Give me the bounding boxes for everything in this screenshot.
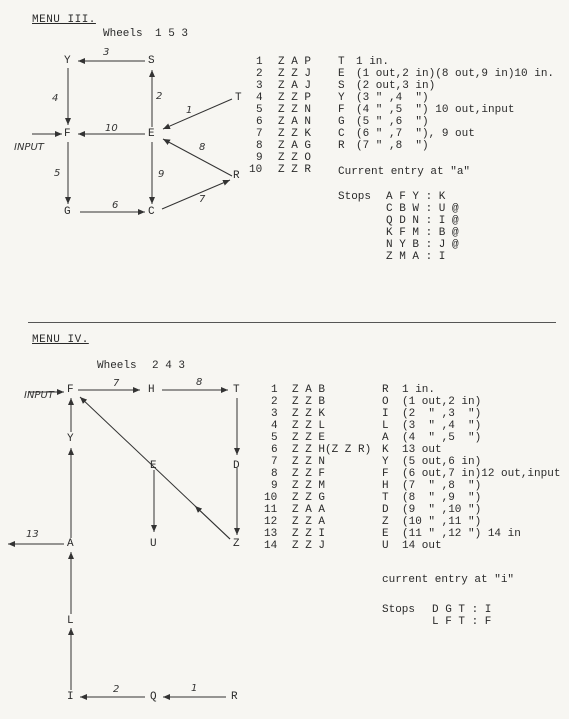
- menu-3-edge-number: 6: [112, 200, 119, 211]
- menu-3-node-s: S: [148, 55, 155, 67]
- row-code: Z Z N: [292, 456, 326, 468]
- menu-4-node-i: I: [67, 691, 74, 703]
- row-description: 13 out: [402, 444, 442, 456]
- row-number: 11: [264, 504, 278, 516]
- row-description: (4 " ,5 ") 10 out,input: [356, 104, 515, 116]
- row-letter: H: [382, 480, 389, 492]
- menu-4-wheels-label: Wheels: [97, 360, 137, 372]
- stop-entry: N Y B : J @: [386, 239, 459, 251]
- row-number: 5: [256, 104, 263, 116]
- row-number: 8: [256, 140, 263, 152]
- row-letter: L: [382, 420, 389, 432]
- row-code: Z Z E: [292, 432, 326, 444]
- stop-entry: K F M : B @: [386, 227, 459, 239]
- row-description: (3 " ,4 "): [356, 92, 429, 104]
- row-code: Z A N: [278, 116, 312, 128]
- row-description: 14 out: [402, 540, 442, 552]
- row-number: 2: [271, 396, 278, 408]
- row-code: Z Z A: [292, 516, 326, 528]
- menu-3-node-r: R: [233, 170, 240, 182]
- row-description: (4 " ,5 "): [402, 432, 482, 444]
- menu-4-edge-number: 13: [26, 529, 39, 540]
- row-code: Z A G: [278, 140, 312, 152]
- menu-4-edge-number: 8: [196, 377, 203, 388]
- row-letter: G: [338, 116, 345, 128]
- row-description: (9 " ,10 "): [402, 504, 482, 516]
- row-letter: S: [338, 80, 345, 92]
- stop-entry: Q D N : I @: [386, 215, 459, 227]
- row-number: 9: [271, 480, 278, 492]
- row-description: (6 out,7 in)12 out,input: [402, 468, 561, 480]
- menu-4-node-q: Q: [150, 691, 157, 703]
- menu-3-edge-number: 7: [199, 194, 206, 205]
- menu-3-edge-number: 5: [54, 168, 61, 179]
- row-description: (2 out,3 in): [356, 80, 436, 92]
- row-description: (10 " ,11 "): [402, 516, 482, 528]
- row-letter: T: [382, 492, 389, 504]
- row-description: (7 " ,8 "): [356, 140, 429, 152]
- menu-3-edge-number: 10: [105, 123, 118, 134]
- row-code: Z Z L: [292, 420, 326, 432]
- menu-3-node-g: G: [64, 206, 71, 218]
- row-letter: Y: [382, 456, 389, 468]
- menu-4-node-e: E: [150, 460, 157, 472]
- row-number: 1: [271, 384, 278, 396]
- row-letter: A: [382, 432, 389, 444]
- row-number: 5: [271, 432, 278, 444]
- menu-4-node-t: T: [233, 384, 240, 396]
- stop-entry: C B W : U @: [386, 203, 459, 215]
- row-code: Z Z K: [278, 128, 312, 140]
- row-number: 1: [256, 56, 263, 68]
- row-letter: E: [382, 528, 389, 540]
- row-code: Z Z K: [292, 408, 326, 420]
- stop-entry: A F Y : K: [386, 191, 446, 203]
- row-letter: Y: [338, 92, 345, 104]
- row-letter: F: [338, 104, 345, 116]
- menu-3-edge-number: 2: [156, 91, 163, 102]
- stop-entry: D G T : I: [432, 604, 492, 616]
- menu-3-node-y: Y: [64, 55, 71, 67]
- row-code: Z A A: [292, 504, 326, 516]
- menu-4-edges: [8, 390, 237, 697]
- row-letter: R: [338, 140, 345, 152]
- menu-3-node-e: E: [148, 128, 155, 140]
- row-letter: T: [338, 56, 345, 68]
- row-description: (1 out,2 in)(8 out,9 in)10 in.: [356, 68, 555, 80]
- menu-4-node-r: R: [231, 691, 238, 703]
- row-description: (6 " ,7 "), 9 out: [356, 128, 475, 140]
- menu-3-edge-number: 3: [103, 47, 110, 58]
- menu-4-node-d: D: [233, 460, 240, 472]
- row-code: Z Z F: [292, 468, 326, 480]
- row-letter: K: [382, 444, 389, 456]
- row-description: (2 " ,3 "): [402, 408, 482, 420]
- row-letter: F: [382, 468, 389, 480]
- row-number: 7: [271, 456, 278, 468]
- row-code: Z Z H(Z Z R): [292, 444, 372, 456]
- menu-4-entry: current entry at "i": [382, 574, 515, 586]
- menu-3-edge-number: 4: [52, 93, 59, 104]
- menu-3-node-t: T: [235, 92, 242, 104]
- menu-3-edges: [32, 61, 232, 212]
- row-number: 2: [256, 68, 263, 80]
- row-description: 1 in.: [356, 56, 390, 68]
- row-code: Z Z B: [292, 396, 326, 408]
- menu-3-title: MENU III.: [32, 14, 96, 26]
- row-letter: R: [382, 384, 389, 396]
- row-number: 3: [256, 80, 263, 92]
- row-code: Z Z P: [278, 92, 312, 104]
- row-description: (5 " ,6 "): [356, 116, 429, 128]
- menu-4-edge-number: 2: [113, 684, 120, 695]
- menu-3-input-label: INPUT: [14, 142, 44, 153]
- row-letter: U: [382, 540, 389, 552]
- menu-3-stops-label: Stops: [338, 191, 372, 203]
- row-code: Z A B: [292, 384, 326, 396]
- menu-4-node-h: H: [148, 384, 155, 396]
- row-description: 1 in.: [402, 384, 436, 396]
- row-code: Z Z I: [292, 528, 326, 540]
- menu-3-edge-number: 1: [186, 105, 193, 116]
- row-code: Z Z O: [278, 152, 312, 164]
- row-code: Z Z N: [278, 104, 312, 116]
- menu-3-edge-number: 8: [199, 142, 206, 153]
- row-letter: O: [382, 396, 389, 408]
- menu-4-edge-number: 7: [113, 378, 120, 389]
- row-description: (7 " ,8 "): [402, 480, 482, 492]
- row-number: 7: [256, 128, 263, 140]
- row-description: (3 " ,4 "): [402, 420, 482, 432]
- row-number: 10: [264, 492, 278, 504]
- row-number: 12: [264, 516, 278, 528]
- row-code: Z Z M: [292, 480, 326, 492]
- menu-3-edge-number: 9: [158, 169, 165, 180]
- row-letter: C: [338, 128, 345, 140]
- menu-4-node-y: Y: [67, 433, 74, 445]
- row-number: 6: [271, 444, 278, 456]
- menu-4-node-u: U: [150, 538, 157, 550]
- row-number: 9: [256, 152, 263, 164]
- row-number: 14: [264, 540, 278, 552]
- row-code: Z Z G: [292, 492, 326, 504]
- row-description: (5 out,6 in): [402, 456, 482, 468]
- row-letter: Z: [382, 516, 389, 528]
- menu-4-node-a: A: [67, 538, 74, 550]
- row-code: Z Z J: [292, 540, 326, 552]
- row-description: (1 out,2 in): [402, 396, 482, 408]
- menu-4-edge-number: 1: [191, 683, 198, 694]
- stop-entry: Z M A : I: [386, 251, 446, 263]
- menu-3-wheels-label: Wheels: [103, 28, 143, 40]
- menu-4-node-l: L: [67, 615, 74, 627]
- row-code: Z Z J: [278, 68, 312, 80]
- row-code: Z A J: [278, 80, 312, 92]
- row-number: 4: [256, 92, 263, 104]
- row-letter: D: [382, 504, 389, 516]
- row-letter: I: [382, 408, 389, 420]
- menu-4-input-label: INPUT: [24, 390, 54, 401]
- row-description: (8 " ,9 "): [402, 492, 482, 504]
- menu-4-title: MENU IV.: [32, 334, 89, 346]
- menu-4-wheels-value: 2 4 3: [152, 360, 186, 372]
- row-number: 6: [256, 116, 263, 128]
- menu-3-node-f: F: [64, 128, 71, 140]
- menu-4-stops-label: Stops: [382, 604, 416, 616]
- row-code: Z Z R: [278, 164, 312, 176]
- row-code: Z A P: [278, 56, 312, 68]
- row-description: Current entry at "a": [338, 166, 471, 178]
- row-number: 10: [249, 164, 263, 176]
- stop-entry: L F T : F: [432, 616, 492, 628]
- menu-4-node-f: F: [67, 384, 74, 396]
- row-number: 4: [271, 420, 278, 432]
- row-number: 8: [271, 468, 278, 480]
- menu-3-node-c: C: [148, 206, 155, 218]
- section-divider: [28, 322, 556, 323]
- row-number: 13: [264, 528, 278, 540]
- row-description: (11 " ,12 ") 14 in: [402, 528, 521, 540]
- menu-3-wheels-value: 1 5 3: [155, 28, 189, 40]
- row-letter: E: [338, 68, 345, 80]
- menu-4-node-z: Z: [233, 538, 240, 550]
- row-number: 3: [271, 408, 278, 420]
